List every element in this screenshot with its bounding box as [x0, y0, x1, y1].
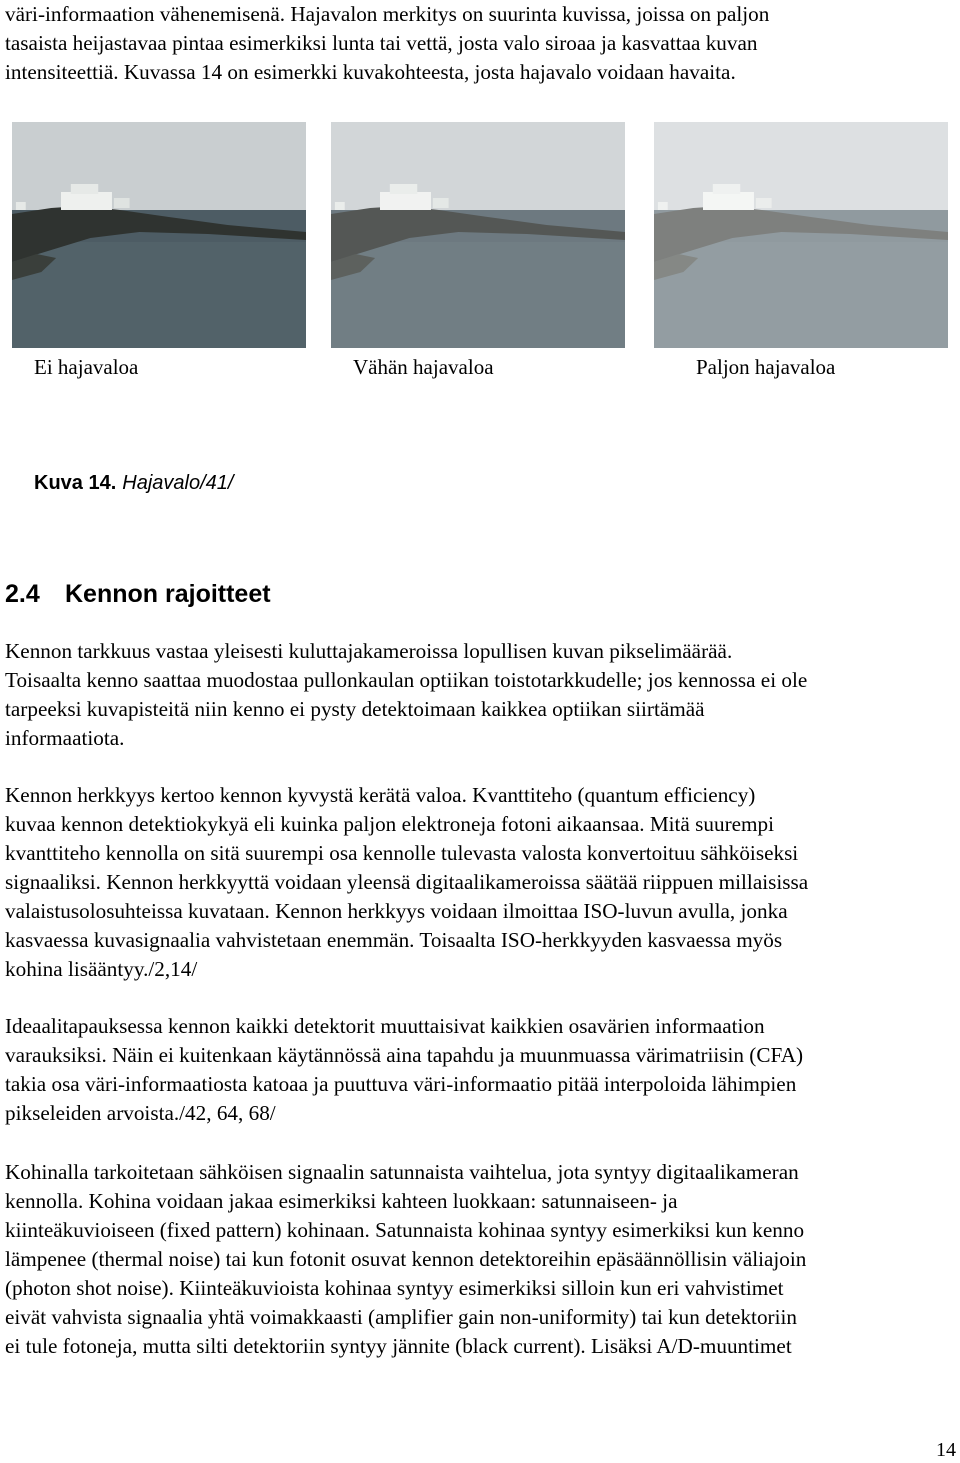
text-line: eivät vahvista signaalia yhtä voimakkaasti (amplifier gain non-uniformity) tai kun detektoriin [5, 1305, 797, 1329]
section-title: Kennon rajoitteet [65, 580, 271, 608]
figure-panel-little-haze [331, 122, 625, 348]
text-line: takia osa väri-informaatiosta katoaa ja puuttuva väri-informaatio pitää interpoloida lähimpien [5, 1072, 797, 1096]
text-line: informaatiota. [5, 726, 125, 750]
page-number: 14 [936, 1439, 956, 1461]
text-line: tarpeeksi kuvapisteitä niin kenno ei pysty detektoimaan kaikkea optiikan siirtämää [5, 697, 705, 721]
panel-label-no-haze: Ei hajavaloa [34, 355, 139, 379]
text-line: kohina lisääntyy./2,14/ [5, 957, 198, 981]
caption-number: Kuva 14. [34, 472, 117, 494]
text-line: pikseleiden arvoista./42, 64, 68/ [5, 1101, 276, 1125]
section-number: 2.4 [5, 580, 40, 608]
text-line: kennolla. Kohina voidaan jakaa esimerkiksi kahteen luokkaan: satunnaiseen- ja [5, 1189, 678, 1213]
text-line: lämpenee (thermal noise) tai kun fotonit osuvat kennon detektoreihin epäsäännöllisin väliajoin [5, 1247, 807, 1271]
body-paragraph [5, 1158, 960, 1361]
text-line: tasaista heijastavaa pintaa esimerkiksi lunta tai vettä, josta valo siroaa ja kasvattaa kuvan [5, 31, 758, 55]
seaside-photo [654, 122, 948, 348]
text-line: kvanttiteho kennolla on sitä suurempi osa kennolle tulevasta valosta konvertoituu sähköiseksi [5, 841, 799, 865]
figure-panel-no-haze [12, 122, 306, 348]
text-line: valaistusolosuhteissa kuvataan. Kennon herkkyys voidaan ilmoittaa ISO-luvun avulla, jonka [5, 899, 788, 923]
text-line: kiinteäkuvioiseen (fixed pattern) kohinaan. Satunnaista kohinaa syntyy esimerkiksi kun kenno [5, 1218, 805, 1242]
text-line: kasvaessa kuvasignaalia vahvistetaan enemmän. Toisaalta ISO-herkkyyden kasvaessa myös [5, 928, 783, 952]
text-line: (photon shot noise). Kiinteäkuvioista kohinaa syntyy esimerkiksi silloin kun eri vahvistimet [5, 1276, 784, 1300]
text-line: Kohinalla tarkoitetaan sähköisen signaalin satunnaista vaihtelua, jota syntyy digitaalikameran [5, 1160, 799, 1184]
body-paragraph [5, 781, 960, 984]
seaside-photo [12, 122, 306, 348]
text-line: Kennon herkkyys kertoo kennon kyvystä kerätä valoa. Kvanttiteho (quantum efficiency) [5, 783, 756, 807]
text-line: kuvaa kennon detektiokykyä eli kuinka paljon elektroneja fotoni aikaansaa. Mitä suurempi [5, 812, 774, 836]
panel-label-much-haze: Paljon hajavaloa [696, 355, 836, 379]
text-line: Ideaalitapauksessa kennon kaikki detektorit muuttaisivat kaikkien osavärien informaation [5, 1014, 765, 1038]
text-line: Toisaalta kenno saattaa muodostaa pullonkaulan optiikan toistotarkkudelle; jos kennossa ei ole [5, 668, 808, 692]
body-paragraph [5, 637, 960, 753]
body-paragraph [5, 1012, 960, 1128]
intro-paragraph [5, 0, 960, 87]
figure-caption [34, 470, 233, 496]
text-line: intensiteettiä. Kuvassa 14 on esimerkki kuvakohteesta, josta hajavalo voidaan havaita. [5, 60, 736, 84]
text-line: signaaliksi. Kennon herkkyyttä voidaan yleensä digitaalikameroissa säätää riippuen millaisissa [5, 870, 809, 894]
figure-panel-much-haze [654, 122, 948, 348]
text-line: varauksiksi. Näin ei kuitenkaan käytännössä aina tapahdu ja muunmuassa värimatriisin (CFA) [5, 1043, 804, 1067]
text-line: väri-informaation vähenemisenä. Hajavalon merkitys on suurinta kuvissa, joissa on paljon [5, 2, 770, 26]
text-line: Kennon tarkkuus vastaa yleisesti kuluttajakameroissa lopullisen kuvan pikselimäärää. [5, 639, 733, 663]
section-heading [5, 578, 271, 610]
seaside-photo [331, 122, 625, 348]
panel-label-little-haze: Vähän hajavaloa [353, 355, 494, 379]
caption-text: Hajavalo/41/ [122, 472, 234, 494]
text-line: ei tule fotoneja, mutta silti detektoriin syntyy jännite (black current). Lisäksi A/D-muuntimet [5, 1334, 792, 1358]
